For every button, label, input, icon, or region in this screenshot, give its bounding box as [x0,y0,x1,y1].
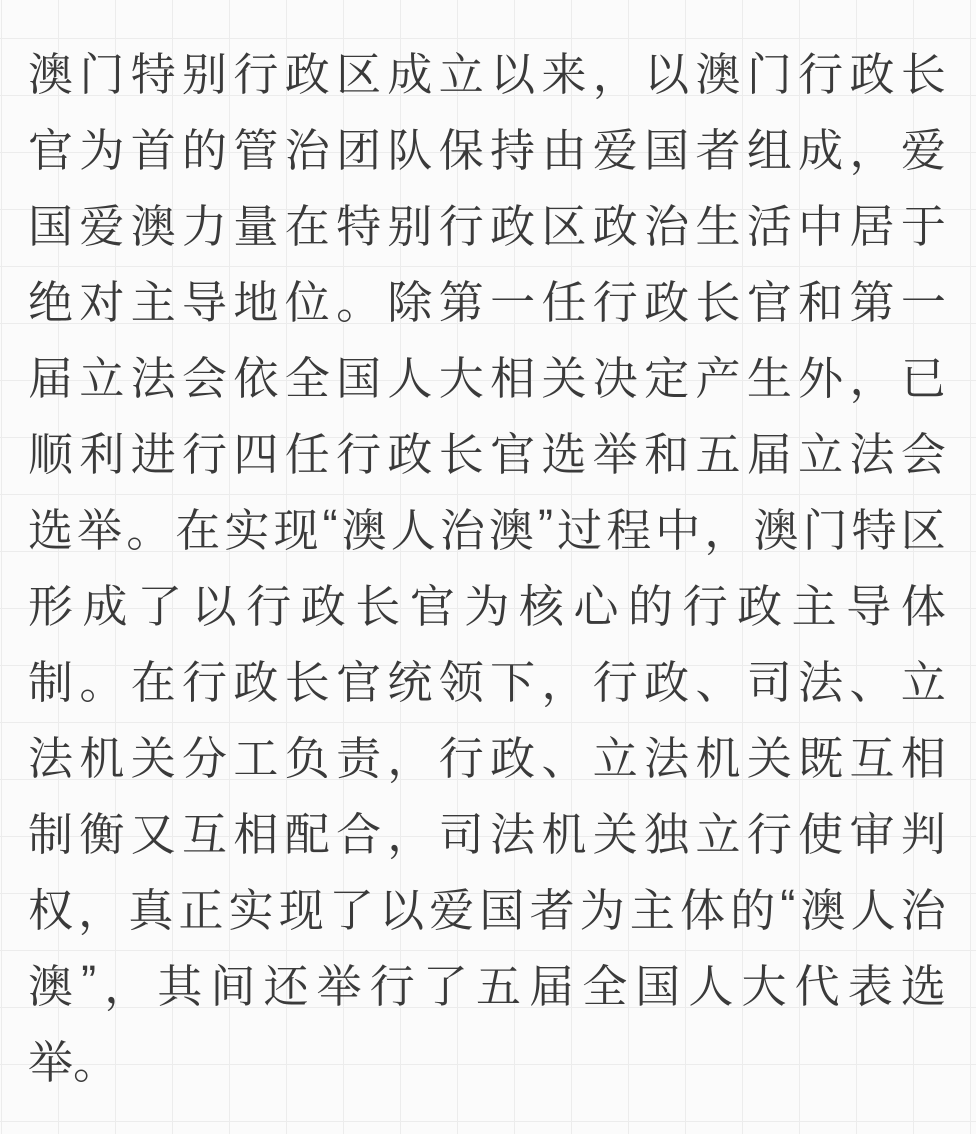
character: 官 [336,656,382,708]
character: 中 [655,504,701,556]
character: 政 [490,200,536,252]
character: 行 [369,960,415,1012]
character: 位 [284,276,330,328]
character: 队 [387,124,433,176]
character: 制 [28,656,74,708]
character: ， [541,656,587,708]
character: 既 [798,732,844,784]
character: 国 [635,960,681,1012]
character: 绝 [28,276,74,328]
character: 关 [746,732,792,784]
character: 国 [479,884,525,936]
character: 政 [849,48,895,100]
character: 大 [438,352,484,404]
character: 行 [438,200,484,252]
character: 门 [79,48,125,100]
character: ， [592,48,638,100]
character: 由 [541,124,587,176]
character: 相 [490,352,536,404]
character: 长 [284,656,330,708]
character: 别 [182,48,228,100]
character: 的 [730,884,776,936]
character: ， [387,808,433,860]
character: 地 [233,276,279,328]
character: 。 [79,656,125,708]
character: 行 [798,48,844,100]
character: 特 [130,48,176,100]
character: 程 [606,504,652,556]
character: 会 [182,352,228,404]
character: 大 [741,960,787,1012]
character: 使 [798,808,844,860]
character: 选 [900,960,946,1012]
character: 间 [210,960,256,1012]
text-line [28,640,946,716]
character: 实 [228,884,274,936]
character: “ [780,880,796,931]
character: ， [104,960,150,1012]
character: 机 [695,732,741,784]
character: 。 [336,276,382,328]
character: 于 [900,200,946,252]
character: 届 [746,428,792,480]
character: 工 [233,732,279,784]
character: 。 [126,504,172,556]
character: 爱 [592,124,638,176]
character: ” [81,956,97,1007]
character: 国 [336,352,382,404]
character: 审 [849,808,895,860]
character: 澳 [130,200,176,252]
character: 任 [541,276,587,328]
text-line [28,944,946,1020]
character: 利 [79,428,125,480]
character: 表 [847,960,893,1012]
character: 立 [798,428,844,480]
character: 治 [439,504,485,556]
character: 官 [409,580,455,632]
character: 分 [182,732,228,784]
character: 成 [798,124,844,176]
character: 立 [695,808,741,860]
character: 全 [284,352,330,404]
character: 政 [300,580,346,632]
character: 一 [490,276,536,328]
character: 以 [191,580,237,632]
character: 司 [746,656,792,708]
text-line [28,716,946,792]
character: 选 [541,428,587,480]
character: “ [322,500,338,551]
character: 届 [529,960,575,1012]
character: 核 [518,580,564,632]
character: 顺 [28,428,74,480]
character: 五 [695,428,741,480]
text-line [28,792,946,868]
character: 导 [846,580,892,632]
character: 关 [541,352,587,404]
character: 爱 [79,200,125,252]
character: 立 [900,656,946,708]
character: 届 [28,352,74,404]
character: 正 [178,884,224,936]
character: ， [849,124,895,176]
character: 相 [900,732,946,784]
character: 长 [900,48,946,100]
text-line [28,336,946,412]
character: 为 [79,124,125,176]
character: 政 [737,580,783,632]
character: 互 [849,732,895,784]
character: 生 [695,200,741,252]
character: 力 [182,200,228,252]
character: 过 [557,504,603,556]
character: 行 [438,732,484,784]
character: 合 [336,808,382,860]
character: 其 [157,960,203,1012]
character: 政 [644,276,690,328]
character: 进 [130,428,176,480]
character: 门 [746,48,792,100]
character: 独 [644,808,690,860]
character: 长 [695,276,741,328]
character: 制 [28,808,74,860]
character: 第 [438,276,484,328]
character: 配 [284,808,330,860]
character: 产 [695,352,741,404]
character: 在 [175,504,221,556]
character: 了 [137,580,183,632]
character: 权 [28,884,74,936]
character: 外 [798,352,844,404]
character: 澳 [800,884,846,936]
character: 下 [490,656,536,708]
character: 决 [592,352,638,404]
character: 官 [490,428,536,480]
character: 关 [592,808,638,860]
character: 生 [746,352,792,404]
character: 四 [233,428,279,480]
character: 立 [592,732,638,784]
character: ” [538,500,554,551]
character: 全 [582,960,628,1012]
character: 在 [284,200,330,252]
text-line [28,868,946,944]
character: 真 [128,884,174,936]
character: 和 [798,276,844,328]
character: 者 [695,124,741,176]
character: 立 [79,352,125,404]
character: 行 [336,428,382,480]
character: 一 [900,276,946,328]
character: 举 [592,428,638,480]
character: 为 [579,884,625,936]
character: 会 [900,428,946,480]
character: 主 [791,580,837,632]
character: 、 [695,656,741,708]
character: 责 [336,732,382,784]
character: 法 [490,808,536,860]
character: 法 [130,352,176,404]
character: 心 [573,580,619,632]
text-line [28,260,946,336]
character: 体 [680,884,726,936]
character: 特 [336,200,382,252]
character: 法 [798,656,844,708]
character: 判 [900,808,946,860]
character: 政 [233,656,279,708]
character: 政 [490,732,536,784]
character: 行 [233,48,279,100]
character: 领 [438,656,484,708]
character: 司 [438,808,484,860]
character: 任 [284,428,330,480]
character: 行 [246,580,292,632]
character: 代 [794,960,840,1012]
character: 还 [263,960,309,1012]
character: 对 [79,276,125,328]
character: 官 [746,276,792,328]
character: 主 [629,884,675,936]
character: 澳 [488,504,534,556]
character: 除 [387,276,433,328]
character: 治 [644,200,690,252]
text-line [28,488,946,564]
character: 的 [182,124,228,176]
character: 居 [849,200,895,252]
character: 量 [233,200,279,252]
character: 体 [900,580,946,632]
character: 。 [73,1036,119,1088]
character: 政 [592,200,638,252]
character: 法 [644,732,690,784]
character: 、 [541,732,587,784]
character: ， [849,352,895,404]
text-line [28,412,946,488]
character: 已 [900,352,946,404]
character: 在 [130,656,176,708]
character: 、 [849,656,895,708]
character: 定 [644,352,690,404]
character: 区 [336,48,382,100]
character: 举 [77,504,123,556]
character: 管 [233,124,279,176]
character: 行 [592,276,638,328]
character: 行 [746,808,792,860]
character: ， [78,884,124,936]
character: 了 [422,960,468,1012]
character: 区 [541,200,587,252]
character: 第 [849,276,895,328]
character: 澳 [695,48,741,100]
character: 以 [490,48,536,100]
character: 主 [130,276,176,328]
character: 法 [28,732,74,784]
character: 来 [541,48,587,100]
character: 持 [490,124,536,176]
character: 的 [628,580,674,632]
character: 爱 [900,124,946,176]
character: 首 [130,124,176,176]
character: 现 [273,504,319,556]
character: 国 [28,200,74,252]
text-line [28,108,946,184]
text-line [28,32,946,108]
text-line-last [28,1020,946,1096]
character: 负 [284,732,330,784]
character: 澳 [341,504,387,556]
character: 区 [900,504,946,556]
character: 别 [387,200,433,252]
character: 了 [328,884,374,936]
character: 互 [182,808,228,860]
character: 又 [130,808,176,860]
paragraph [28,32,946,1096]
character: 治 [284,124,330,176]
character: 澳 [28,960,74,1012]
character: ， [387,732,433,784]
character: 爱 [429,884,475,936]
character: 和 [644,428,690,480]
character: 举 [28,1036,74,1088]
character: 政 [644,656,690,708]
character: 统 [387,656,433,708]
character: 者 [529,884,575,936]
text-line [28,564,946,640]
character: 形 [28,580,74,632]
character: 成 [387,48,433,100]
character: 以 [379,884,425,936]
character: 长 [355,580,401,632]
character: 行 [682,580,728,632]
character: 国 [644,124,690,176]
character: 官 [28,124,74,176]
character: 行 [592,656,638,708]
character: 人 [387,352,433,404]
character: 衡 [79,808,125,860]
character: 机 [79,732,125,784]
character: 门 [802,504,848,556]
character: 特 [851,504,897,556]
text-line [28,184,946,260]
character: 治 [900,884,946,936]
character: 行 [182,656,228,708]
character: 中 [798,200,844,252]
character: 成 [82,580,128,632]
character: 团 [336,124,382,176]
character: 依 [233,352,279,404]
character: 澳 [28,48,74,100]
character: 举 [316,960,362,1012]
character: 机 [541,808,587,860]
character: 人 [390,504,436,556]
character: 保 [438,124,484,176]
character: 长 [438,428,484,480]
character: 澳 [753,504,799,556]
character: 立 [438,48,484,100]
character: 法 [849,428,895,480]
character: 选 [28,504,74,556]
character: 人 [688,960,734,1012]
character: 政 [284,48,330,100]
character: 人 [850,884,896,936]
character: 导 [182,276,228,328]
character: 组 [746,124,792,176]
character: ， [704,504,750,556]
character: 活 [746,200,792,252]
character: 实 [224,504,270,556]
character: 以 [644,48,690,100]
character: 政 [387,428,433,480]
character: 为 [464,580,510,632]
character: 相 [233,808,279,860]
character: 关 [130,732,176,784]
character: 现 [278,884,324,936]
character: 五 [475,960,521,1012]
character: 行 [182,428,228,480]
